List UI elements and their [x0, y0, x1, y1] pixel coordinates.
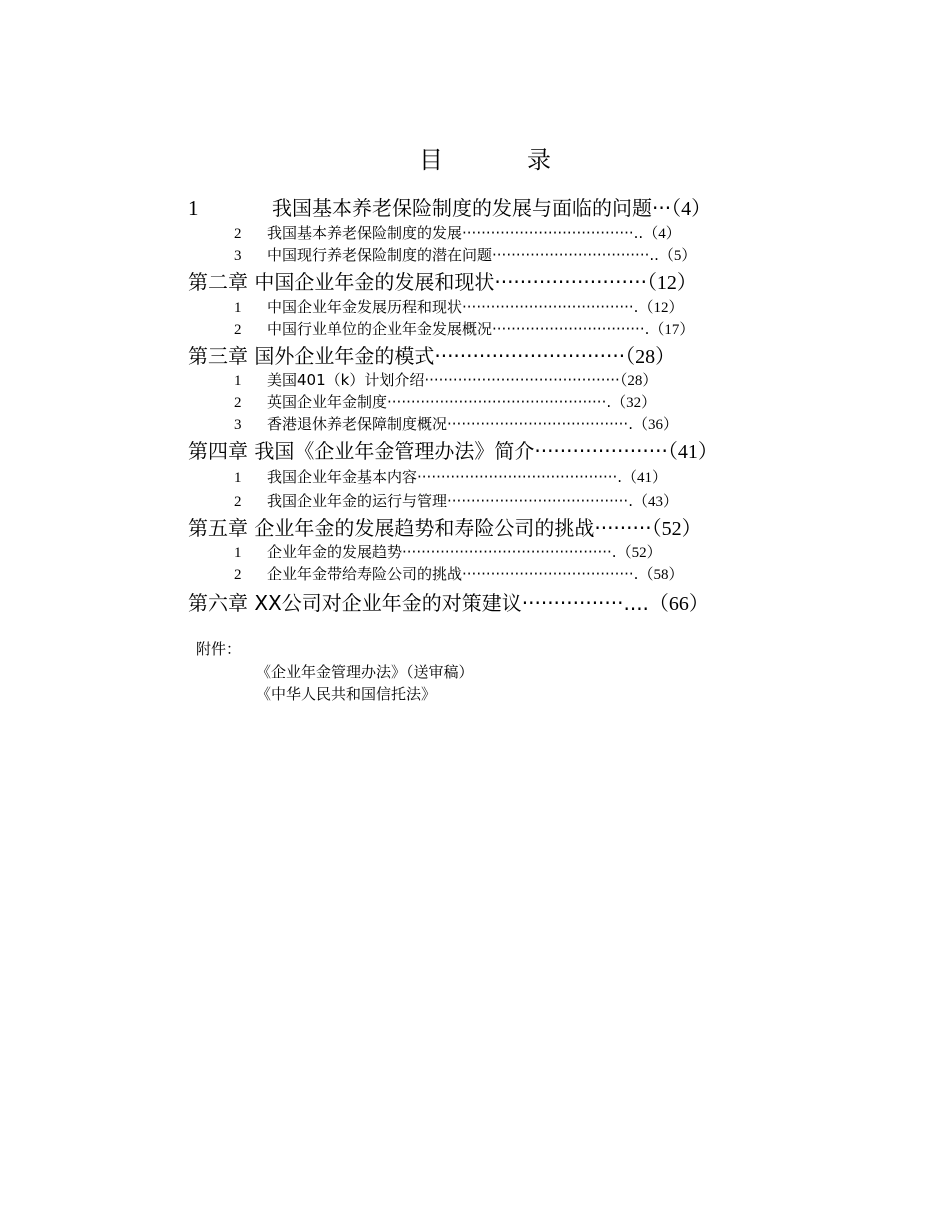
toc-entry-number: 2 [234, 567, 242, 583]
toc-entry-title: 企业年金的发展趋势 [267, 543, 403, 561]
toc-page-number: （41） [667, 441, 718, 463]
toc-leader-dots: ····················· [534, 439, 668, 463]
toc-entry[interactable] [234, 226, 681, 242]
toc-entry[interactable] [188, 198, 711, 219]
toc-entry[interactable] [188, 518, 702, 539]
toc-entry[interactable] [188, 593, 709, 614]
toc-entry[interactable] [234, 417, 678, 433]
toc-entry[interactable] [234, 248, 696, 264]
toc-leader-dots: ······································. [447, 415, 633, 433]
toc-entry-number: 3 [234, 417, 242, 433]
toc-entry[interactable] [234, 300, 683, 316]
toc-leader-dots: ········· [594, 516, 652, 540]
toc-entry[interactable] [234, 373, 657, 389]
toc-page-number: （12） [646, 272, 697, 294]
toc-page-number: （41） [622, 470, 668, 486]
toc-leader-dots: ····································.. [462, 224, 644, 242]
toc-leader-dots: ··············································. [387, 393, 612, 411]
toc-entry-title: 美国401（k）计划介绍 [267, 371, 425, 389]
annex-item: 《企业年金管理办法》（送审稿） [256, 663, 474, 681]
toc-entry-title: 英国企业年金制度 [267, 393, 388, 411]
toc-entry-title: 我国企业年金基本内容 [267, 468, 418, 486]
toc-page-number: （12） [638, 300, 684, 316]
toc-entry[interactable] [188, 346, 675, 367]
toc-leader-dots: ························ [494, 270, 647, 294]
toc-page-number: （52） [616, 545, 662, 561]
toc-page-number: （28） [619, 373, 658, 389]
toc-leader-dots: ······························ [434, 344, 626, 368]
toc-entry[interactable] [234, 494, 678, 510]
toc-leader-dots: ····································. [462, 298, 639, 316]
toc-entry-number: 1 [234, 373, 242, 389]
toc-entry-title: 中国行业单位的企业年金发展概况 [267, 320, 493, 338]
toc-page-number: （4） [643, 226, 681, 242]
toc-entry-title: 我国基本养老保险制度的发展与面临的问题 [272, 196, 652, 220]
toc-entry[interactable] [234, 545, 662, 561]
toc-page-number: （5） [658, 248, 697, 264]
toc-entry-number: 2 [234, 226, 242, 242]
toc-page-number: （32） [611, 395, 657, 411]
toc-page-number: （58） [638, 567, 684, 583]
toc-leader-dots: ················.... [521, 591, 649, 615]
toc-leader-dots: ··· [652, 196, 672, 220]
toc-leader-dots: ····································. [462, 565, 639, 583]
toc-entry-title: 我国企业年金的运行与管理 [267, 492, 448, 510]
page-title: 目 录 [419, 146, 581, 174]
toc-entry-number: 2 [234, 395, 242, 411]
toc-entry-number: 1 [234, 470, 242, 486]
toc-leader-dots: ······································. [447, 492, 633, 510]
toc-entry-title: 我国基本养老保险制度的发展 [267, 224, 463, 242]
toc-entry-number: 2 [234, 322, 242, 338]
toc-entry[interactable] [234, 395, 656, 411]
toc-leader-dots: ··········································. [417, 468, 623, 486]
toc-entry-number: 3 [234, 248, 242, 264]
toc-entry-title: 第六章 XX公司对企业年金的对策建议 [188, 591, 522, 615]
toc-page-number: （36） [632, 417, 678, 433]
toc-entry-number: 2 [234, 494, 242, 510]
toc-entry-number: 1 [234, 300, 242, 316]
toc-entry[interactable] [188, 441, 718, 462]
toc-leader-dots: ·································.. [492, 246, 659, 264]
toc-entry[interactable] [234, 470, 667, 486]
toc-entry-title: 企业年金带给寿险公司的挑战 [267, 565, 463, 583]
toc-entry[interactable] [188, 272, 697, 293]
toc-entry-number: 1 [188, 196, 199, 220]
toc-entry-title: 第三章 国外企业年金的模式 [188, 344, 435, 368]
toc-entry-title: 中国现行养老保险制度的潜在问题 [267, 246, 493, 264]
toc-entry-title: 中国企业年金发展历程和现状 [267, 298, 463, 316]
toc-page-number: （43） [632, 494, 678, 510]
toc-page-number: （66） [648, 593, 709, 615]
annex-label: 附件： [196, 640, 242, 658]
toc-entry-title: 第四章 我国《企业年金管理办法》简介 [188, 439, 535, 463]
toc-page-number: （17） [649, 322, 695, 338]
toc-page-number: （4） [671, 198, 712, 220]
toc-page-number: （52） [651, 518, 702, 540]
toc-entry-title: 第二章 中国企业年金的发展和现状 [188, 270, 495, 294]
annex-item: 《中华人民共和国信托法》 [256, 685, 437, 703]
toc-entry[interactable] [234, 567, 683, 583]
toc-entry-title: 第五章 企业年金的发展趋势和寿险公司的挑战 [188, 516, 595, 540]
toc-leader-dots: ············································. [402, 543, 617, 561]
toc-entry-title: 香港退休养老保障制度概况 [267, 415, 448, 433]
toc-entry-number: 1 [234, 545, 242, 561]
toc-leader-dots: ········································· [424, 371, 620, 389]
toc-entry[interactable] [234, 322, 694, 338]
toc-page-number: （28） [625, 346, 676, 368]
toc-leader-dots: ································. [492, 320, 650, 338]
